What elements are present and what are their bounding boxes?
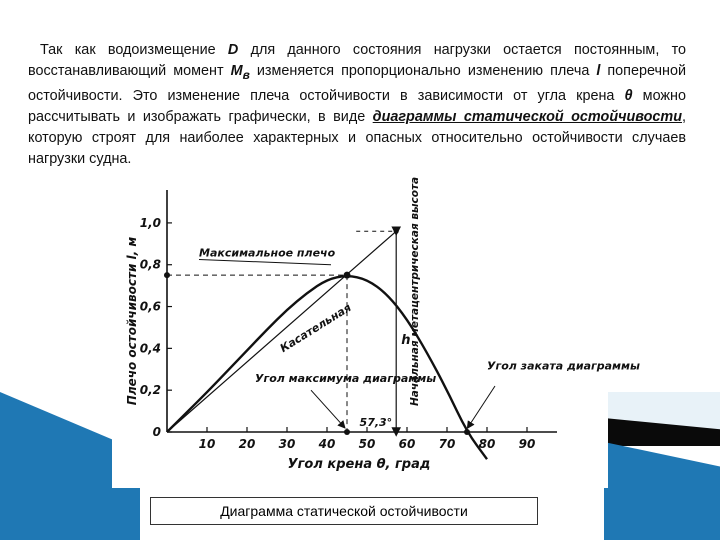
text-run: Так как водоизмещение — [40, 42, 228, 58]
x-tick-label: 30 — [278, 437, 296, 451]
term-link: диаграммы статической остойчивости — [372, 108, 683, 125]
x-tick-label: 70 — [438, 437, 456, 451]
stability-diagram — [112, 170, 640, 488]
x-tick-label: 10 — [198, 437, 216, 451]
text-run: для данного состояния нагрузки остается постоянным, то восстанавливающий момент — [28, 42, 687, 79]
max-arm-leader — [199, 260, 331, 265]
figure-caption: Диаграмма статической остойчивости — [150, 497, 538, 525]
meta-h-label: h — [401, 333, 411, 349]
var-moment-subscript: в — [242, 67, 250, 82]
y-tick-label: 0 — [152, 425, 161, 439]
x-axis-label: Угол крена θ, град — [287, 457, 431, 472]
max-angle-leader — [311, 390, 343, 426]
text-run: изменяется пропорционально изменению плеча — [249, 63, 597, 79]
chart-labels — [125, 177, 640, 472]
tangent-label: Касательная — [277, 300, 354, 356]
sunset-leader — [469, 386, 495, 426]
tangent-line — [167, 231, 396, 432]
decor-stripe-blue-right — [604, 442, 720, 540]
sunset-label: Угол заката диаграммы — [487, 359, 640, 373]
radian-angle-label: 57,3° — [359, 416, 393, 429]
var-heel-angle: θ — [624, 87, 633, 104]
y-tick-label: 0,4 — [139, 341, 161, 356]
text-run: можно рассчитывать и изображать графически, в виде — [28, 87, 686, 125]
max-point — [344, 272, 351, 279]
max-angle-label: Угол максимума диаграммы — [255, 371, 437, 385]
max-arm-label: Максимальное плечо — [199, 246, 336, 260]
x-tick-label: 40 — [318, 437, 336, 451]
var-moment — [230, 63, 250, 82]
x-tick-label: 50 — [358, 437, 376, 451]
x-tick-label: 80 — [478, 437, 496, 451]
x-tick-label: 20 — [238, 437, 256, 451]
y-tick-label: 0,6 — [139, 299, 161, 314]
var-displacement: D — [227, 42, 239, 58]
y-tick-label: 0,2 — [139, 383, 161, 398]
text-run: поперечной остойчивости. Это изменение плеча остойчивости в зависимости от угла крена — [28, 63, 686, 104]
y-tick-label: 1,0 — [139, 215, 161, 230]
chart-axes — [167, 190, 557, 432]
x-tick-label: 90 — [518, 437, 536, 451]
y-axis-label: Плечо остойчивости l, м — [125, 236, 139, 406]
body-paragraph — [28, 40, 686, 170]
stability-chart — [112, 170, 640, 488]
var-moment-letter: M — [230, 63, 243, 79]
max-arm-point — [164, 272, 170, 278]
text-run: , которую строят для наиболее характерных и опасных относительно остойчивости случаев нагрузки судна. — [28, 108, 687, 167]
max-angle-point — [344, 429, 350, 435]
chart-marks — [164, 229, 487, 459]
var-arm: l — [596, 63, 601, 79]
x-tick-label: 60 — [398, 437, 416, 451]
sunset-point — [464, 429, 470, 435]
y-tick-label: 0,8 — [139, 257, 161, 272]
meta-height-label: Начальная метацентрическая высота — [409, 176, 422, 406]
